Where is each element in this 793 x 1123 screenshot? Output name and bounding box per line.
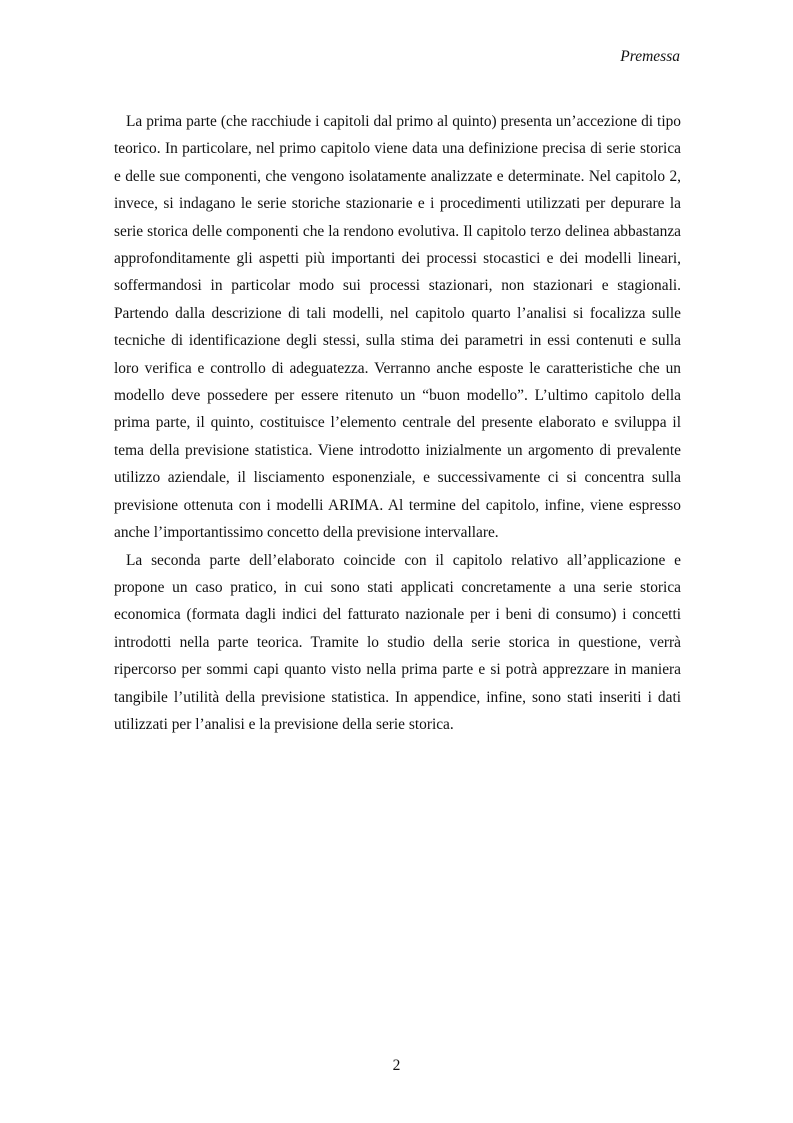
paragraph-2: La seconda parte dell’elaborato coincide con il capitolo relativo all’applicazione e propone un caso pratico, in cui sono stati applicati concretamente a una serie storica economica (formata dagli indici del fatturato nazionale per i beni di consumo) i concetti introdotti nella parte teorica. Tramite lo studio della serie storica in questione, verrà ripercorso per sommi capi quanto visto nella prima parte e si potrà apprezzare in maniera tangibile l’utilità della previsione statistica. In appendice, infine, sono stati inseriti i dati utilizzati per l’analisi e la previsione della serie storica.	[114, 551, 681, 733]
running-header-title: Premessa	[620, 48, 680, 65]
page-number: 2	[392, 1057, 401, 1074]
paragraph-1: La prima parte (che racchiude i capitoli dal primo al quinto) presenta un’accezione di tipo teorico. In particolare, nel primo capitolo viene data una definizione precisa di serie storica e delle sue componenti, che vengono isolatamente analizzate e determinate. Nel capitolo 2, invece, si indagano le serie storiche stazionarie e i procedimenti utilizzati per depurare la serie storica delle componenti che la rendono evolutiva. Il capitolo terzo delinea abbastanza approfonditamente gli aspetti più importanti dei processi stocastici e dei modelli lineari, soffermandosi in particolar modo sui processi stazionari, non stazionari e stagionali. Partendo dalla descrizione di tali modelli, nel capitolo quarto l’analisi si focalizza sulle tecniche di identificazione degli stessi, sulla stima dei parametri in essi contenuti e sulla loro verifica e controllo di adeguatezza. Verranno anche esposte le caratteristiche che un modello deve possedere per essere ritenuto un “buon modello”. L’ultimo capitolo della prima parte, il quinto, costituisce l’elemento centrale del presente elaborato e sviluppa il tema della previsione statistica. Viene introdotto inizialmente un argomento di prevalente utilizzo aziendale, il lisciamento esponenziale, e successivamente ci si concentra sulla previsione ottenuta con i modelli ARIMA. Al termine del capitolo, infine, viene espresso anche l’importantissimo concetto della previsione intervallare.	[114, 113, 681, 542]
main-text	[114, 108, 681, 738]
